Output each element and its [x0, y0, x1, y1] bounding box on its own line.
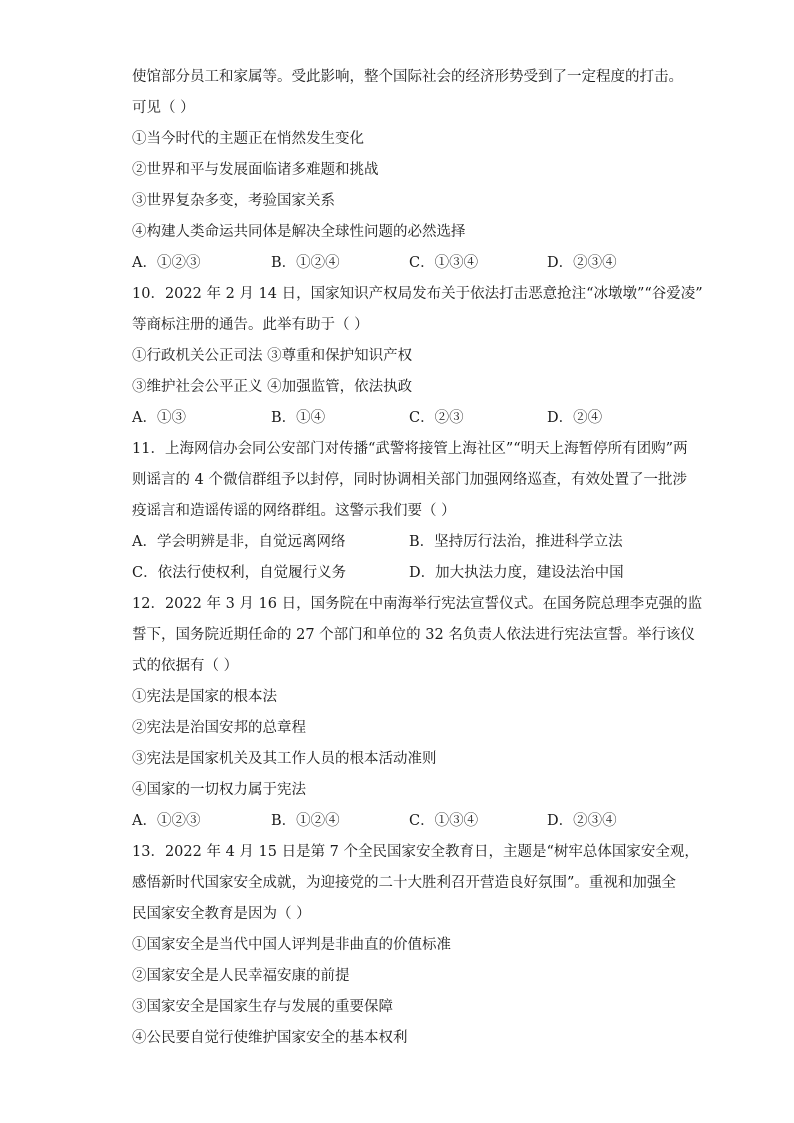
question-13-stem-line-1: 13．2022 年 4 月 15 日是第 7 个全民国家安全教育日，主题是“树牢总体国家安全观，: [132, 844, 699, 860]
question-10-stem-line-1: 10．2022 年 2 月 14 日，国家知识产权局发布关于依法打击恶意抢注“冰墩墩”“谷爱凌”: [132, 286, 703, 302]
question-12-statement-3: ③宪法是国家机关及其工作人员的根本活动准则: [132, 751, 437, 767]
question-9-statement-4: ④构建人类命运共同体是解决全球性问题的必然选择: [132, 224, 466, 240]
question-12-statement-2: ②宪法是治国安邦的总章程: [132, 720, 306, 736]
question-9-option-a: A．①②③: [132, 255, 201, 271]
question-10-option-a: A．①③: [132, 410, 186, 426]
question-13-statement-1: ①国家安全是当代中国人评判是非曲直的价值标准: [132, 937, 451, 953]
question-9-option-b: B．①②④: [271, 255, 340, 271]
question-11-option-a: A．学会明辨是非，自觉远离网络: [132, 534, 346, 550]
question-9-stem-line-2: 可见（ ）: [132, 100, 195, 116]
question-11-options-row-1: [132, 527, 678, 558]
question-12-option-a: A．①②③: [132, 813, 201, 829]
question-13-stem-line-3: 民国家安全教育是因为（ ）: [132, 906, 311, 922]
question-12-stem-line-3: 式的依据有（ ）: [132, 658, 239, 674]
question-11-option-c: C．依法行使权利，自觉履行义务: [132, 565, 347, 581]
question-12-options: [132, 806, 678, 837]
question-12-option-c: C．①③④: [409, 813, 479, 829]
question-9-option-d: D．②③④: [547, 255, 617, 271]
question-13-stem-line-2: 感悟新时代国家安全成就，为迎接党的二十大胜利召开营造良好氛围”。重视和加强全: [132, 875, 676, 891]
question-13-statement-3: ③国家安全是国家生存与发展的重要保障: [132, 999, 393, 1015]
question-10-options: [132, 403, 678, 434]
question-9-statement-1: ①当今时代的主题正在悄然发生变化: [132, 131, 364, 147]
question-13-statement-4: ④公民要自觉行使维护国家安全的基本权利: [132, 1030, 408, 1046]
question-12-statement-4: ④国家的一切权力属于宪法: [132, 782, 306, 798]
question-10-statements-1: ①行政机关公正司法 ③尊重和保护知识产权: [132, 348, 413, 364]
question-10-stem-line-2: 等商标注册的通告。此举有助于（ ）: [132, 317, 369, 333]
question-12-option-b: B．①②④: [271, 813, 340, 829]
question-11-stem-line-1: 11．上海网信办会同公安部门对传播“武警将接管上海社区”“明天上海暂停所有团购”两: [132, 441, 688, 457]
question-10-option-d: D．②④: [547, 410, 603, 426]
question-9-option-c: C．①③④: [409, 255, 479, 271]
question-9-statement-2: ②世界和平与发展面临诸多难题和挑战: [132, 162, 379, 178]
question-12-stem-line-2: 誓下，国务院近期任命的 27 个部门和单位的 32 名负责人依法进行宪法宣誓。举行该仪: [132, 627, 695, 643]
question-10-option-b: B．①④: [271, 410, 326, 426]
question-9-options: [132, 248, 678, 279]
question-12-stem-line-1: 12．2022 年 3 月 16 日，国务院在中南海举行宪法宣誓仪式。在国务院总理李克强的监: [132, 596, 703, 612]
question-12-option-d: D．②③④: [547, 813, 617, 829]
question-12-statement-1: ①宪法是国家的根本法: [132, 689, 277, 705]
document-page: [132, 62, 703, 1054]
question-11-option-d: D．加大执法力度，建设法治中国: [409, 565, 624, 581]
question-9-stem-line-1: 使馆部分员工和家属等。受此影响，整个国际社会的经济形势受到了一定程度的打击。: [132, 69, 683, 85]
question-11-stem-line-3: 疫谣言和造谣传谣的网络群组。这警示我们要（ ）: [132, 503, 456, 519]
question-11-stem-line-2: 则谣言的 4 个微信群组予以封停，同时协调相关部门加强网络巡查，有效处置了一批涉: [132, 472, 687, 488]
question-10-statements-2: ③维护社会公平正义 ④加强监管，依法执政: [132, 379, 413, 395]
question-11-options-row-2: [132, 558, 678, 589]
question-11-option-b: B．坚持厉行法治，推进科学立法: [409, 534, 623, 550]
question-13-statement-2: ②国家安全是人民幸福安康的前提: [132, 968, 350, 984]
question-9-statement-3: ③世界复杂多变，考验国家关系: [132, 193, 335, 209]
question-10-option-c: C．②③: [409, 410, 464, 426]
